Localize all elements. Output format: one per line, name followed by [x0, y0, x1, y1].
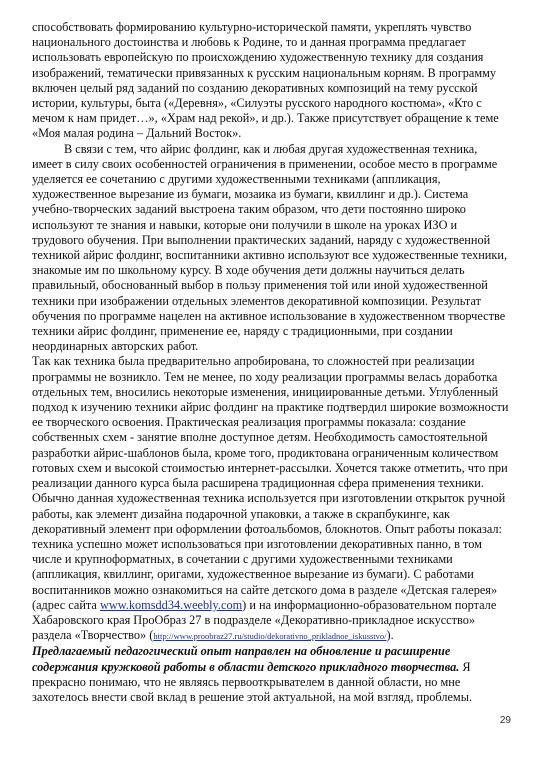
paragraph-closing-paren: ). — [386, 628, 394, 643]
emphasis-statement: Предлагаемый педагогический опыт направлен на обновление и расширение содержания кружковой работы в области детского прикладного творчества. — [32, 644, 460, 674]
paragraph-contribution-text: Я прекрасно понимаю, что не являясь первооткрывателем в данной области, но мне захотелось внести свой вклад в решение этой актуальной, на мой взгляд, проблемы. — [32, 659, 473, 704]
paragraph-iris-folding-combination: В связи с тем, что айрис фолдинг, как и любая другая художественная техника, имеет в силу своих особенностей ограничения в применении, особое место в программе уделяется ее сочетанию с другими художественными техниками (аппликация, художественное вырезание из бумаги, мозаика из бумаги, квиллинг и др.). Система учебно-творческих заданий выстроена таким образом, что дети постоянно широко используют те знания и навыки, которые они получили в школе на уроках ИЗО и трудового обучения. При выполнении практических заданий, наряду с художественной техникой айрис фолдинг, воспитанники активно используют все художественные техники, знакомые им по школьному курсу. В ходе обучения дети должны научиться делать правильный, обоснованный выбор в пользу применения той или иной художественной техники при изображении отдельных элементов декоративной композиции. Результат обучения по программе нацелен на активное использование в художественном творчестве техники айрис фолдинг, применение ее, наряду с традиционными, при создании неординарных авторских работ. — [32, 141, 508, 354]
document-body — [32, 20, 510, 705]
paragraph-portal-text: ) и на информационно-образовательном портале Хабаровского края ПроОбраз 27 в подразделе «Декоративно-прикладное искусство» раздела «Творчество» ( — [32, 597, 497, 643]
orphanage-site-link[interactable]: www.komsdd34.weebly.com — [99, 597, 243, 612]
paragraph-program-implementation — [32, 354, 510, 644]
paragraph-implementation-text: Так как техника была предварительно апробирована, то сложностей при реализации программы не возникло. Тем не менее, по ходу реализации программы велась доработка отдельных тем, вносились некоторые изменения, инициированные детьми. Углубленный подход к изучению техники айрис фолдинг на практике подтвердил широкие возможности ее творческого освоения. Практическая реализация программы показала: создание собственных схем - занятие вполне доступное детям. Необходимость самостоятельной разработки айрис-шаблонов была, кроме того, продиктована ограниченным количеством готовых схем и высокой стоимостью интернет-рассылки. Хочется также отметить, что при реализации данного курса была расширена традиционная сфера применения техники. Обычно данная художественная техника используется при изготовлении открыток ручной работы, как элемент дизайна подарочной упаковки, а также в скрапбукинге, как декоративный элемент при оформлении фотоальбомов, блокнотов. Опыт работы показал: техника успешно может использоваться при изготовлении декоративных панно, в том числе и крупноформатных, в сочетании с другими художественными техниками (аппликация, квиллинг, оригами, художественное вырезание из бумаги). С работами воспитанников можно ознакомиться на сайте детского дома в разделе «Детская галерея» (адрес сайта — [32, 354, 509, 612]
page-number: 29 — [499, 715, 511, 726]
paragraph-national-roots: способствовать формированию культурно-исторической памяти, укреплять чувство национального достоинства и любовь к Родине, то и данная программа предлагает использовать европейскую по происхождению художественную технику для создания изображений, тематически привязанных к русским национальным корням. В программу включен целый ряд заданий по созданию декоративных композиций на тему русской истории, культуры, быта («Деревня», «Силуэты русского народного костюма», «Кто с мечом к нам придет…», «Храм над рекой», и др.). Также присутствует обращение к теме «Моя малая родина – Дальний Восток». — [32, 20, 499, 141]
proobraz-portal-link[interactable]: http://www.proobraz27.ru/studio/dekorativno_prikladnoe_iskusstvo/ — [153, 631, 387, 642]
paragraph-pedagogical-experience — [32, 644, 510, 705]
